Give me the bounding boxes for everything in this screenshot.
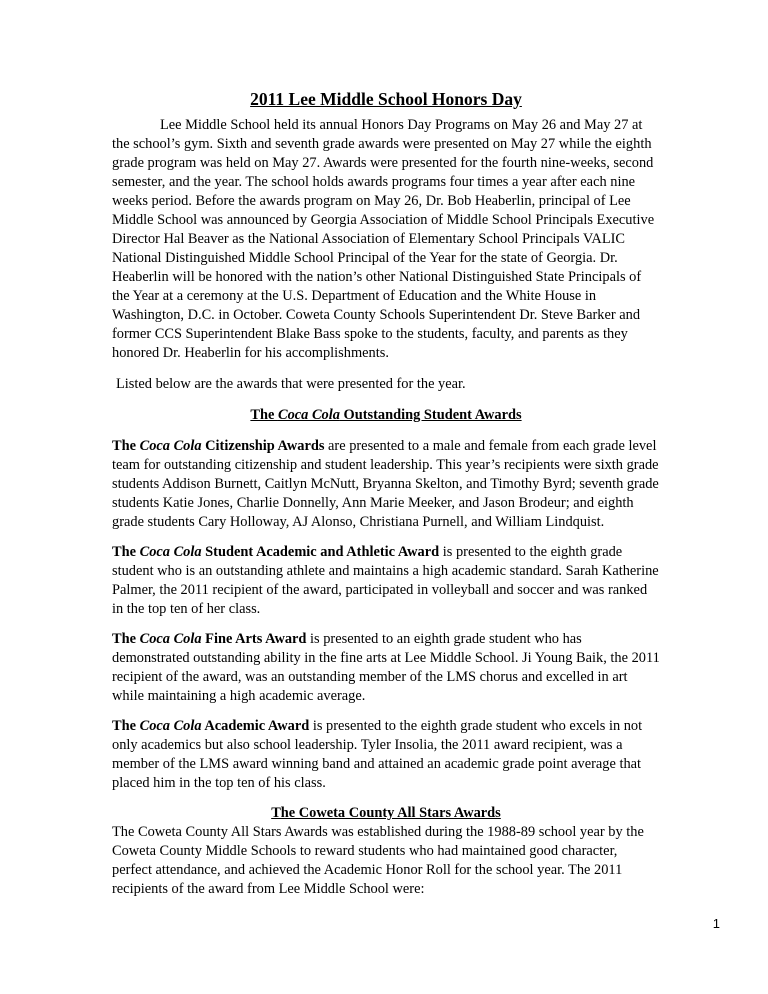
fine-arts-award-paragraph [112, 630, 660, 706]
heading-brand: Coca Cola [277, 407, 340, 423]
award-description: is presented to an eighth grade student who has demonstrated outstanding ability in the fine arts at Lee Middle School. Ji Young Baik, the 2011 recipient of the award, was an outstanding member of the LMS chorus and excelled in art while maintaining a high academic average. [112, 631, 660, 704]
awards-list-intro: Listed below are the awards that were presented for the year. [116, 376, 466, 392]
academic-athletic-award-paragraph [112, 543, 660, 619]
heading-suffix: Outstanding Student Awards [339, 407, 522, 423]
intro-paragraph: Lee Middle School held its annual Honors Day Programs on May 26 and May 27 at the school’s gym. Sixth and seventh grade awards were presented on May 27 while the eighth grade program was held on May 27. Awards were presented for the fourth nine-weeks, second semester, and the year. The school holds awards programs four times a year after each nine weeks period. Before the awards program on May 26, Dr. Bob Heaberlin, principal of Lee Middle School was announced by Georgia Association of Middle School Principals Executive Director Hal Beaver as the National Association of Elementary School Principals VALIC National Distinguished Middle School Principal of the Year for the state of Georgia. Dr. Heaberlin will be honored with the nation’s other National Distinguished State Principals of the Year at a ceremony at the U.S. Department of Education and the White House in Washington, D.C. in October. Coweta County Schools Superintendent Dr. Steve Barker and former CCS Superintendent Blake Bass spoke to the students, faculty, and parents as they honored Dr. Heaberlin for his accomplishments. [112, 117, 655, 361]
award-description: is presented to the eighth grade student who excels in not only academics but also school leadership. Tyler Insolia, the 2011 award recipient, was a member of the LMS award winning band and attained an academic grade point average that placed him in the top ten of his class. [112, 718, 643, 791]
coca-cola-section-heading [112, 406, 660, 425]
all-stars-paragraph: The Coweta County All Stars Awards was established during the 1988-89 school year by the Coweta County Middle Schools to reward students who had maintained good character, perfect attendance, and achieved the Academic Honor Roll for the school year. The 2011 recipients of the award from Lee Middle School were: [112, 824, 644, 897]
academic-award-paragraph [112, 717, 660, 793]
award-title: The Coca Cola Fine Arts Award [112, 631, 307, 647]
heading-prefix: The [250, 407, 278, 423]
all-stars-section-heading: The Coweta County All Stars Awards [271, 805, 501, 821]
document-title: 2011 Lee Middle School Honors Day [250, 89, 522, 109]
award-title: The Coca Cola Academic Award [112, 718, 310, 734]
award-title: The Coca Cola Citizenship Awards [112, 438, 325, 454]
award-title: The Coca Cola Student Academic and Athletic Award [112, 544, 440, 560]
award-description: are presented to a male and female from each grade level team for outstanding citizenship and student leadership. This year’s recipients were sixth grade students Addison Burnett, Caitlyn McNutt, Bryanna Skelton, and Timothy Byrd; seventh grade students Katie Jones, Charlie Donnelly, Ann Marie Meeker, and Jason Brodeur; and eighth grade students Cary Holloway, AJ Alonso, Christiana Purnell, and William Lindquist. [112, 438, 659, 530]
page-number: 1 [712, 916, 720, 931]
award-description: is presented to the eighth grade student who is an outstanding athlete and maintains a high academic standard. Sarah Katherine Palmer, the 2011 recipient of the award, participated in volleyball and soccer and was ranked in the top ten of her class. [112, 544, 659, 617]
document-body [112, 88, 660, 899]
citizenship-award-paragraph [112, 437, 660, 532]
